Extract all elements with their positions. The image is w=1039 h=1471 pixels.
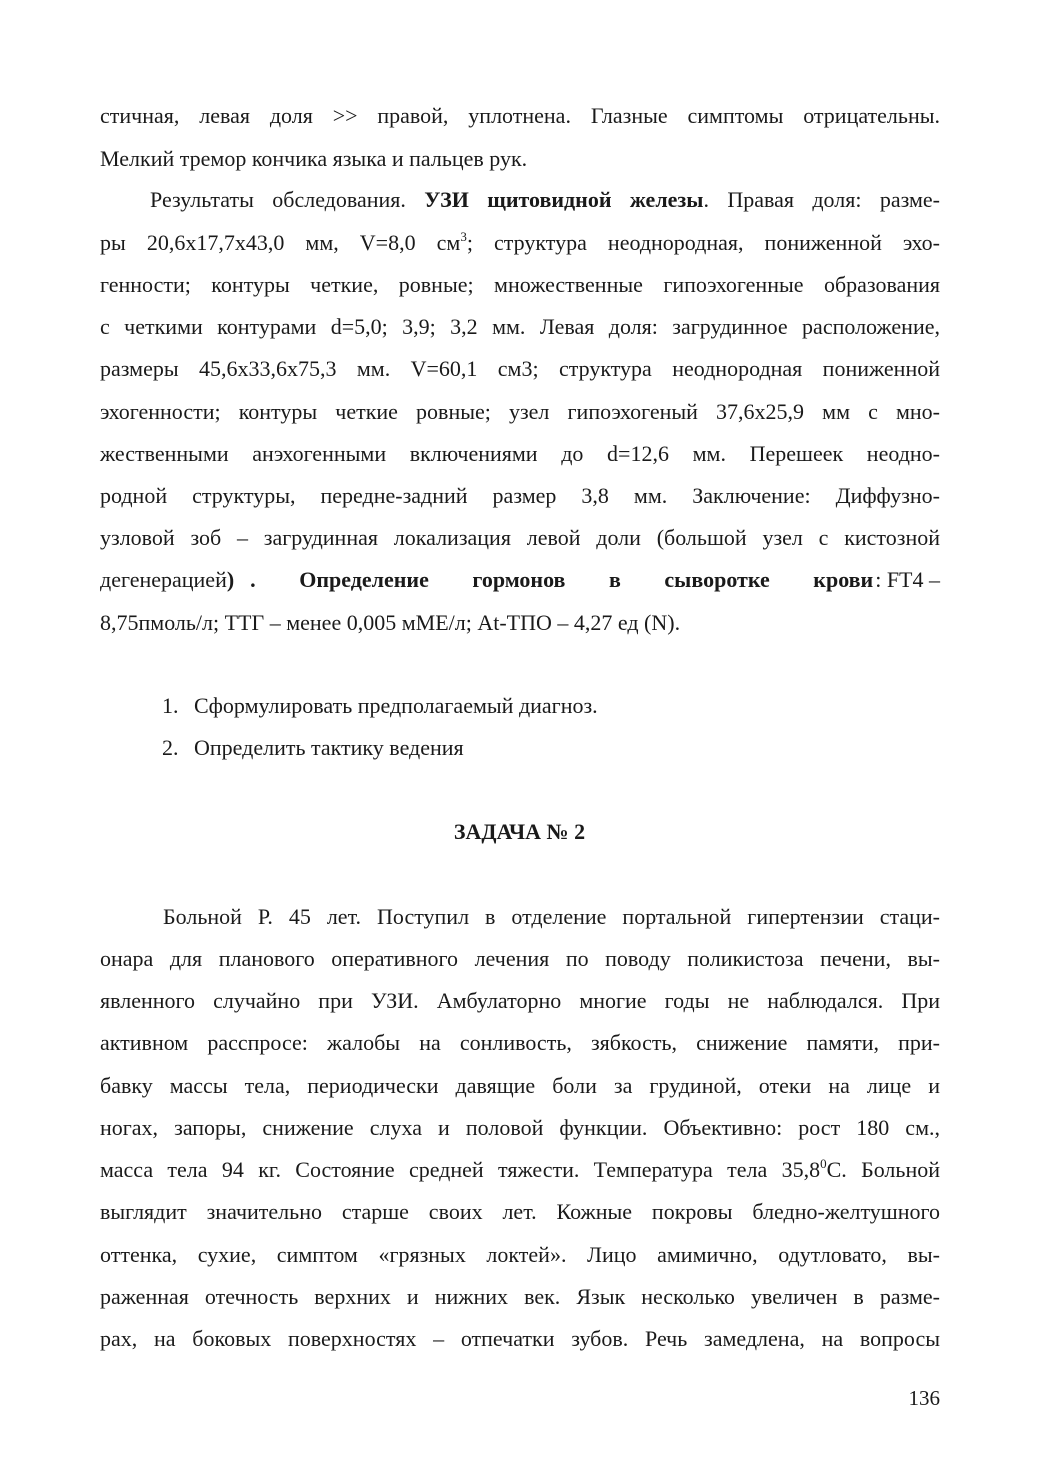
list-item	[162, 692, 598, 720]
text-line: жественными анэхогенными включениями до d=12,6 мм. Перешеек неодно-	[100, 441, 940, 466]
text-fragment: : FT4 –	[875, 567, 940, 592]
text-line: явленного случайно при УЗИ. Амбулаторно многие годы не наблюдался. При	[100, 988, 940, 1013]
text-fragment: ; структура неоднородная, пониженной эхо-	[466, 230, 941, 255]
text-line: онара для планового оперативного лечения по поводу поликистоза печени, вы-	[100, 946, 940, 971]
list-text: Определить тактику ведения	[194, 735, 464, 760]
text-line	[100, 1156, 940, 1184]
text-line: генности; контуры четкие, ровные; множественные гипоэхогенные образования	[100, 272, 940, 297]
text-fragment: дегенерацией)	[100, 567, 235, 592]
text-fragment: С. Больной	[826, 1157, 940, 1182]
text-line: Больной Р. 45 лет. Поступил в отделение портальной гипертензии стаци-	[163, 904, 940, 929]
superscript: 0	[820, 1156, 827, 1171]
text-line: оттенка, сухие, симптом «грязных локтей». Лицо амимично, одутловато, вы-	[100, 1242, 940, 1267]
list-item	[162, 734, 464, 762]
text-line: Мелкий тремор кончика языка и пальцев рук.	[100, 146, 528, 171]
text-line: узловой зоб – загрудинная локализация левой доли (большой узел с кистозной	[100, 525, 940, 550]
text-line: стичная, левая доля >> правой, уплотнена. Глазные симптомы отрицательны.	[100, 103, 940, 128]
section-heading: ЗАДАЧА № 2	[453, 819, 586, 844]
list-number: 1.	[162, 693, 179, 718]
superscript: 3	[460, 229, 467, 244]
text-fragment: ры 20,6х17,7х43,0 мм, V=8,0 см	[100, 230, 461, 255]
text-line	[100, 229, 940, 257]
text-fragment: . Правая доля: разме-	[703, 187, 941, 212]
text-line: рах, на боковых поверхностях – отпечатки зубов. Речь замедлена, на вопросы	[100, 1326, 940, 1351]
text-line: выглядит значительно старше своих лет. Кожные покровы бледно-желтушного	[100, 1199, 940, 1224]
text-line	[150, 186, 940, 214]
list-number: 2.	[162, 735, 179, 760]
text-fragment: масса тела 94 кг. Состояние средней тяжести. Температура тела 35,8	[100, 1157, 821, 1182]
text-line: с четкими контурами d=5,0; 3,9; 3,2 мм. Левая доля: загрудинное расположение,	[100, 314, 940, 339]
text-line: 8,75пмоль/л; ТТГ – менее 0,005 мМЕ/л; At-ТПО – 4,27 ед (N).	[100, 610, 681, 635]
text-line: эхогенности; контуры четкие ровные; узел гипоэхогеный 37,6х25,9 мм с мно-	[100, 399, 940, 424]
bold-term: . Определение гормонов в сыворотке крови	[250, 567, 874, 592]
page-number: 136	[908, 1386, 940, 1410]
text-line: родной структуры, передне-задний размер 3,8 мм. Заключение: Диффузно-	[100, 483, 940, 508]
text-fragment: Результаты обследования.	[150, 187, 425, 212]
text-line: активном расспросе: жалобы на сонливость, зябкость, снижение памяти, при-	[100, 1030, 940, 1055]
text-line: ногах, запоры, снижение слуха и половой функции. Объективно: рост 180 см.,	[100, 1115, 940, 1140]
text-line: раженная отечность верхних и нижних век. Язык несколько увеличен в разме-	[100, 1284, 940, 1309]
text-line: размеры 45,6х33,6х75,3 мм. V=60,1 см3; структура неоднородная пониженной	[100, 356, 940, 381]
text-line	[100, 566, 940, 594]
list-text: Сформулировать предполагаемый диагноз.	[194, 693, 598, 718]
text-line: бавку массы тела, периодически давящие боли за грудиной, отеки на лице и	[100, 1073, 940, 1098]
bold-term: УЗИ щитовидной железы	[424, 187, 704, 212]
